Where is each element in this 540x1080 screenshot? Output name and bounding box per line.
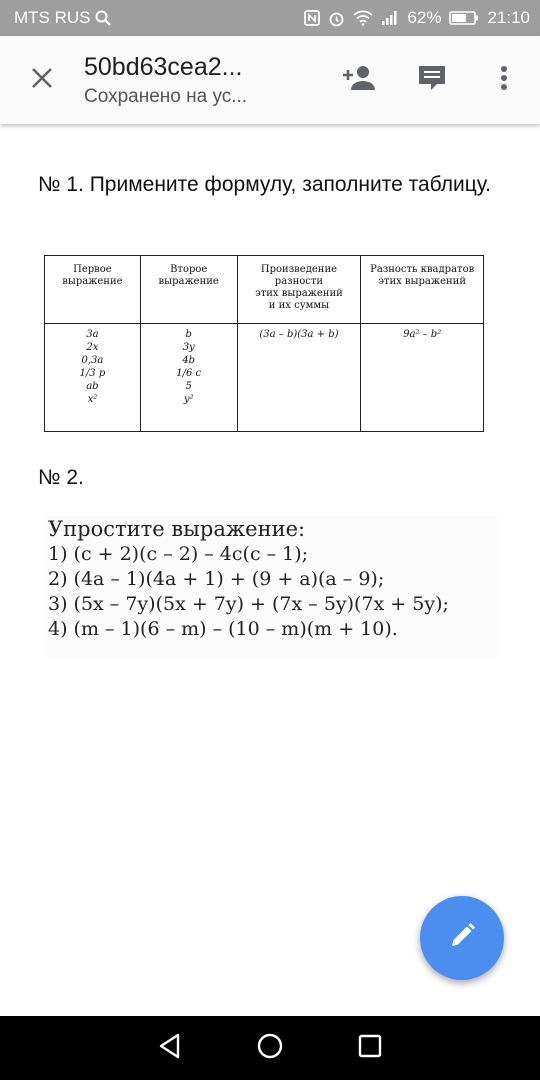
home-circle-icon (257, 1033, 283, 1064)
table-cell: 5 (185, 381, 192, 392)
header-line: выражение (62, 276, 123, 287)
save-status: Сохранено на ус... (84, 85, 248, 107)
wifi-icon (353, 10, 373, 26)
exercise-line: 1) (c + 2)(c – 2) – 4c(c – 1); (48, 543, 309, 565)
battery-percent: 62% (407, 8, 442, 27)
header-line: Произведение (260, 264, 338, 275)
clock: 21:10 (487, 8, 530, 27)
search-icon (95, 10, 111, 26)
table-cell: 3y (182, 342, 195, 353)
cell-product (237, 324, 361, 432)
header-second-expression (140, 256, 237, 324)
task2-heading: № 2. (38, 466, 84, 489)
exercise-line: 3) (5x – 7y)(5x + 7y) + (7x – 5y)(7x + 5y); (48, 593, 449, 615)
share-button[interactable] (324, 36, 396, 124)
alarm-icon (328, 10, 345, 27)
exercise-title: Упростите выражение: (48, 517, 306, 541)
table-cell: 0,3a (81, 355, 104, 366)
add-person-icon (342, 65, 378, 96)
cell-first-expressions (45, 324, 141, 432)
header-line: Разность квадратов (370, 264, 475, 275)
header-difference-of-squares (361, 256, 484, 324)
app-bar (0, 36, 540, 124)
comment-icon (417, 64, 447, 97)
task1-heading: № 1. Примените формулу, заполните таблицу. (38, 173, 491, 196)
comments-button[interactable] (396, 36, 468, 124)
status-bar (0, 0, 540, 36)
battery-icon (449, 10, 479, 26)
exercise-image (46, 516, 501, 658)
title-block (84, 53, 274, 108)
back-triangle-icon (158, 1033, 182, 1064)
back-button[interactable] (140, 1016, 200, 1080)
header-line: выражение (158, 276, 219, 287)
status-right (304, 8, 530, 28)
nfc-icon (304, 10, 320, 26)
more-options-button[interactable] (468, 36, 540, 124)
more-vert-icon (500, 65, 508, 96)
header-line: этих выражений (255, 288, 343, 299)
signal-icon (381, 10, 399, 26)
header-line: этих выражений (378, 276, 466, 287)
table-cell: 1/3 p (79, 368, 106, 379)
table-cell: 3a (86, 329, 99, 340)
formula-table (44, 255, 484, 432)
carrier-group (14, 8, 111, 28)
navigation-bar (0, 1016, 540, 1080)
header-line: разности (274, 276, 324, 287)
header-first-expression (45, 256, 141, 324)
table-cell: (3a – b)(3a + b) (259, 329, 339, 340)
table-cell: x² (87, 394, 98, 405)
carrier-name: MTS RUS (14, 8, 91, 27)
table-cell: 9a² – b² (403, 329, 442, 340)
table-cell: ab (86, 381, 99, 392)
document-title: 50bd63cea2... (84, 52, 243, 81)
close-icon (31, 67, 53, 94)
table-cell: 2x (86, 342, 99, 353)
table-cell: 4b (182, 355, 196, 366)
cell-difference (361, 324, 484, 432)
recents-square-icon (358, 1034, 382, 1063)
table-header-row (45, 256, 484, 324)
header-product (237, 256, 361, 324)
cell-second-expressions (140, 324, 237, 432)
table-cell: 1/6 c (176, 368, 202, 379)
header-line: Первое (73, 264, 112, 275)
table-body-row (45, 324, 484, 432)
header-line: и их суммы (268, 300, 330, 311)
table-cell: y² (183, 394, 194, 405)
header-line: Второе (170, 264, 208, 275)
edit-pencil-icon (448, 922, 476, 955)
home-button[interactable] (240, 1016, 300, 1080)
action-group (324, 36, 540, 124)
exercise-line: 2) (4a – 1)(4a + 1) + (9 + a)(a – 9); (48, 568, 385, 590)
exercise-line: 4) (m – 1)(6 – m) – (10 – m)(m + 10). (48, 618, 398, 640)
recents-button[interactable] (340, 1016, 400, 1080)
edit-fab[interactable] (420, 896, 504, 980)
table-cell: b (185, 329, 192, 340)
close-button[interactable] (0, 36, 84, 124)
